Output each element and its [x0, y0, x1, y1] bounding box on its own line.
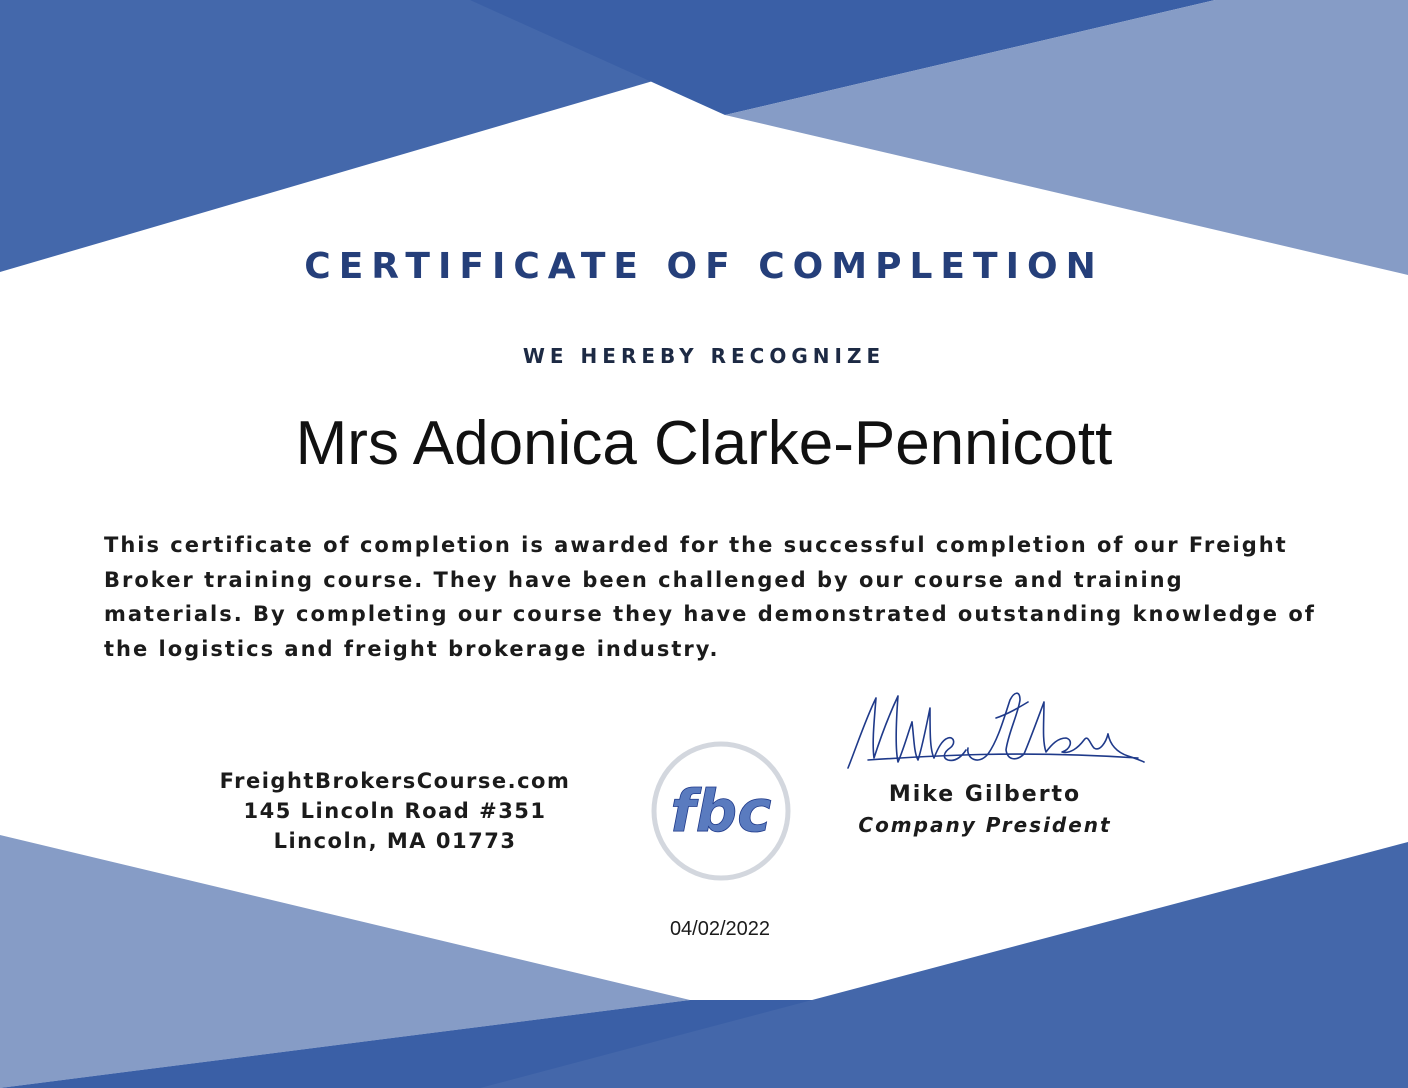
certificate-date: 04/02/2022: [669, 918, 771, 940]
recognize-label: WE HEREBY RECOGNIZE: [522, 344, 886, 368]
issuer-address-line2: Lincoln, MA 01773: [273, 829, 517, 853]
certificate-title: CERTIFICATE OF COMPLETION: [304, 246, 1104, 287]
issuer-address-line1: 145 Lincoln Road #351: [243, 799, 547, 823]
issuer-website: FreightBrokersCourse.com: [219, 769, 571, 793]
signatory-title: Company President: [858, 813, 1112, 837]
fbc-logo: [650, 740, 792, 882]
certificate-body-text: This certificate of completion is awarded for the successful completion of our Freight Broker training course. They have been challenged by our course and training materials. By completing our course they have demonstrated outstanding knowledge of the logistics and freight brokerage industry.: [104, 533, 1316, 661]
signature-image: [838, 678, 1148, 788]
signatory-name: Mike Gilberto: [888, 782, 1082, 807]
issuer-address-block: [190, 766, 600, 856]
fbc-logo-text: fbc: [670, 777, 772, 845]
recipient-name: Mrs Adonica Clarke-Pennicott: [295, 409, 1113, 478]
